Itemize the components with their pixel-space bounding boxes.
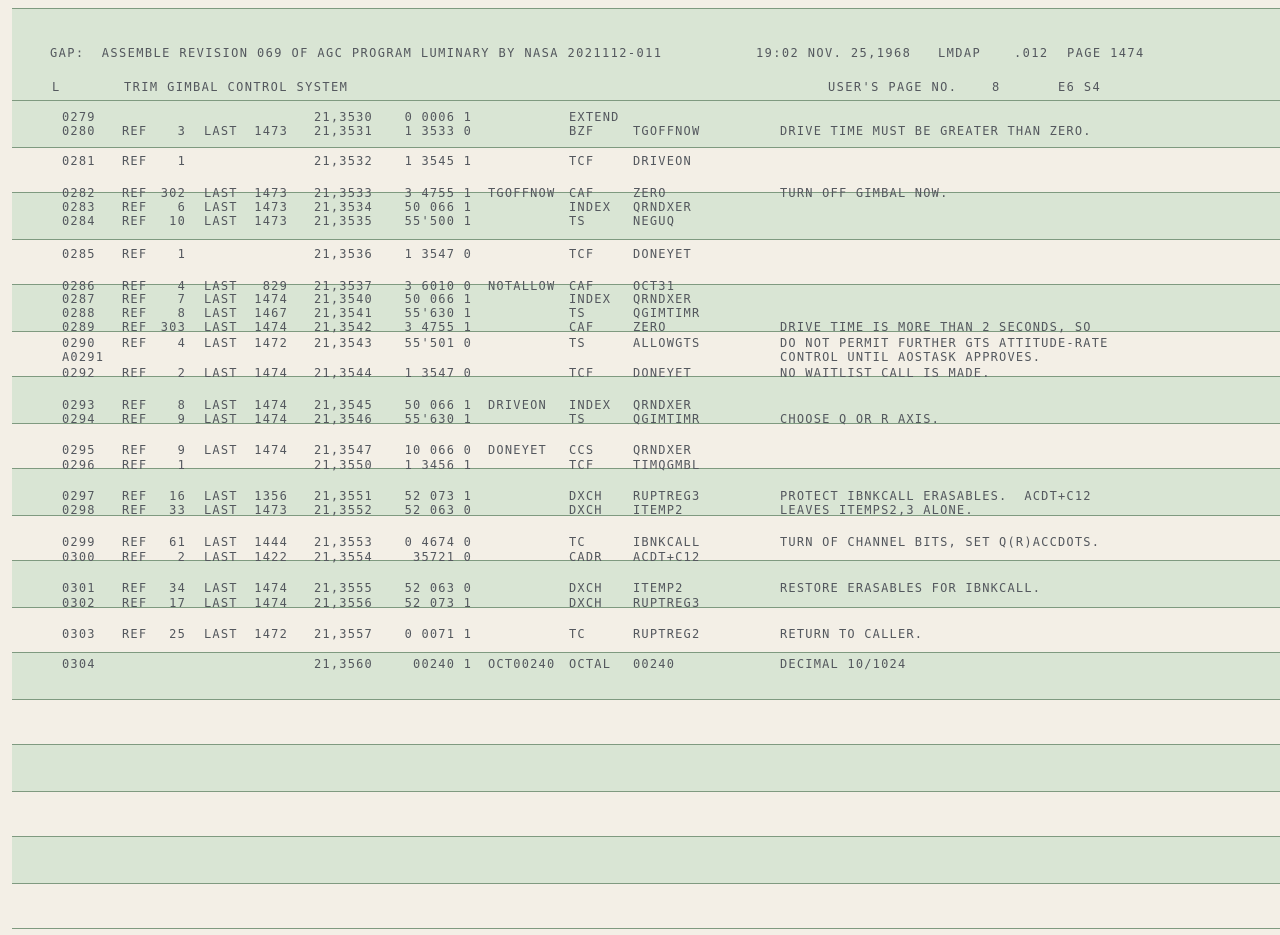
symbol-label: DONEYET	[488, 443, 547, 457]
ref-keyword: REF	[122, 292, 148, 306]
octal-word: 52 073 1	[404, 489, 472, 503]
operand: RUPTREG3	[633, 489, 701, 503]
ref-keyword: REF	[122, 186, 148, 200]
opcode: INDEX	[569, 200, 612, 214]
octal-word: 3 4755 1	[404, 320, 472, 334]
address: 21,3534	[314, 200, 373, 214]
line-number: 0298	[62, 503, 96, 517]
line-number: 0281	[62, 154, 96, 168]
last-page: 1473	[254, 503, 288, 517]
ref-count: 8	[177, 306, 186, 320]
last-page: 1474	[254, 398, 288, 412]
ref-count: 8	[177, 398, 186, 412]
address: 21,3546	[314, 412, 373, 426]
comment: RESTORE ERASABLES FOR IBNKCALL.	[780, 581, 1042, 595]
address: 21,3531	[314, 124, 373, 138]
paper-rule	[12, 928, 1280, 929]
operand: ZERO	[633, 186, 667, 200]
address: 21,3555	[314, 581, 373, 595]
line-number: 0294	[62, 412, 96, 426]
line-number: 0286	[62, 279, 96, 293]
ref-keyword: REF	[122, 398, 148, 412]
octal-word: 1 3533 0	[404, 124, 472, 138]
symbol-label: OCT00240	[488, 657, 556, 671]
opcode: TC	[569, 627, 586, 641]
last-keyword: LAST	[204, 124, 238, 138]
ref-count: 34	[169, 581, 186, 595]
line-number: 0299	[62, 535, 96, 549]
opcode: DXCH	[569, 581, 603, 595]
octal-word: 0 0071 1	[404, 627, 472, 641]
address: 21,3537	[314, 279, 373, 293]
last-page: 1472	[254, 336, 288, 350]
operand: ITEMP2	[633, 503, 684, 517]
operand: RUPTREG3	[633, 596, 701, 610]
operand: ALLOWGTS	[633, 336, 701, 350]
comment: DECIMAL 10/1024	[780, 657, 907, 671]
ref-count: 6	[177, 200, 186, 214]
opcode: CAF	[569, 279, 595, 293]
operand: ITEMP2	[633, 581, 684, 595]
line-number: 0293	[62, 398, 96, 412]
line-number: 0284	[62, 214, 96, 228]
octal-word: 50 066 1	[404, 398, 472, 412]
address: 21,3530	[314, 110, 373, 124]
ref-count: 2	[177, 366, 186, 380]
ref-count: 16	[169, 489, 186, 503]
ref-count: 303	[160, 320, 186, 334]
line-number: 0303	[62, 627, 96, 641]
last-page: 1422	[254, 550, 288, 564]
ref-count: 17	[169, 596, 186, 610]
octal-word: 55'501 0	[404, 336, 472, 350]
line-number: 0287	[62, 292, 96, 306]
octal-word: 52 063 0	[404, 503, 472, 517]
line-number: A0291	[62, 350, 105, 364]
users-page-number: 8	[992, 80, 1001, 94]
address: 21,3533	[314, 186, 373, 200]
opcode: TS	[569, 306, 586, 320]
last-keyword: LAST	[204, 503, 238, 517]
last-keyword: LAST	[204, 186, 238, 200]
last-keyword: LAST	[204, 535, 238, 549]
octal-word: 0 4674 0	[404, 535, 472, 549]
ref-keyword: REF	[122, 443, 148, 457]
opcode: TCF	[569, 247, 595, 261]
last-page: 1474	[254, 581, 288, 595]
operand: QGIMTIMR	[633, 412, 701, 426]
address: 21,3557	[314, 627, 373, 641]
operand: DONEYET	[633, 247, 692, 261]
listing-version: .012	[1014, 46, 1049, 60]
line-number: 0289	[62, 320, 96, 334]
last-page: 1473	[254, 200, 288, 214]
line-number: 0304	[62, 657, 96, 671]
listing-mode: LMDAP	[938, 46, 982, 60]
address: 21,3540	[314, 292, 373, 306]
operand: RUPTREG2	[633, 627, 701, 641]
paper-band	[12, 836, 1280, 884]
last-keyword: LAST	[204, 581, 238, 595]
ref-count: 9	[177, 443, 186, 457]
ref-count: 302	[160, 186, 186, 200]
last-keyword: LAST	[204, 489, 238, 503]
address: 21,3543	[314, 336, 373, 350]
ref-keyword: REF	[122, 336, 148, 350]
octal-word: 3 4755 1	[404, 186, 472, 200]
last-page: 829	[262, 279, 288, 293]
address: 21,3553	[314, 535, 373, 549]
octal-word: 52 063 0	[404, 581, 472, 595]
ref-count: 10	[169, 214, 186, 228]
octal-word: 1 3456 1	[404, 458, 472, 472]
operand: QRNDXER	[633, 443, 692, 457]
ref-keyword: REF	[122, 320, 148, 334]
ref-count: 7	[177, 292, 186, 306]
address: 21,3535	[314, 214, 373, 228]
octal-word: 50 066 1	[404, 292, 472, 306]
ref-count: 25	[169, 627, 186, 641]
address: 21,3554	[314, 550, 373, 564]
operand: 00240	[633, 657, 676, 671]
address: 21,3550	[314, 458, 373, 472]
ref-keyword: REF	[122, 214, 148, 228]
last-page: 1467	[254, 306, 288, 320]
line-number: 0290	[62, 336, 96, 350]
opcode: TCF	[569, 154, 595, 168]
symbol-label: TGOFFNOW	[488, 186, 556, 200]
comment: NO WAITLIST CALL IS MADE.	[780, 366, 991, 380]
operand: QRNDXER	[633, 292, 692, 306]
address: 21,3551	[314, 489, 373, 503]
last-keyword: LAST	[204, 398, 238, 412]
line-number: 0279	[62, 110, 96, 124]
ref-keyword: REF	[122, 489, 148, 503]
ref-keyword: REF	[122, 124, 148, 138]
last-keyword: LAST	[204, 596, 238, 610]
ref-keyword: REF	[122, 247, 148, 261]
opcode: CAF	[569, 186, 595, 200]
ref-keyword: REF	[122, 412, 148, 426]
octal-word: 3 6010 0	[404, 279, 472, 293]
opcode: DXCH	[569, 596, 603, 610]
octal-word: 1 3545 1	[404, 154, 472, 168]
comment: TURN OFF GIMBAL NOW.	[780, 186, 949, 200]
opcode: CAF	[569, 320, 595, 334]
opcode: CADR	[569, 550, 603, 564]
ref-keyword: REF	[122, 581, 148, 595]
last-page: 1474	[254, 320, 288, 334]
comment: LEAVES ITEMPS2,3 ALONE.	[780, 503, 974, 517]
last-keyword: LAST	[204, 214, 238, 228]
last-keyword: LAST	[204, 366, 238, 380]
paper-band	[12, 744, 1280, 792]
opcode: TCF	[569, 366, 595, 380]
ref-count: 4	[177, 279, 186, 293]
last-page: 1474	[254, 412, 288, 426]
address: 21,3542	[314, 320, 373, 334]
opcode: BZF	[569, 124, 595, 138]
ref-count: 1	[177, 154, 186, 168]
section-title: TRIM GIMBAL CONTROL SYSTEM	[124, 80, 349, 94]
octal-word: 0 0006 1	[404, 110, 472, 124]
comment: TURN OF CHANNEL BITS, SET Q(R)ACCDOTS.	[780, 535, 1101, 549]
ref-keyword: REF	[122, 306, 148, 320]
octal-word: 55'630 1	[404, 306, 472, 320]
last-keyword: LAST	[204, 200, 238, 214]
line-number: 0285	[62, 247, 96, 261]
comment: CONTROL UNTIL AOSTASK APPROVES.	[780, 350, 1042, 364]
ref-count: 1	[177, 458, 186, 472]
address: 21,3541	[314, 306, 373, 320]
operand: QGIMTIMR	[633, 306, 701, 320]
address: 21,3560	[314, 657, 373, 671]
line-number: 0302	[62, 596, 96, 610]
ref-keyword: REF	[122, 154, 148, 168]
ref-keyword: REF	[122, 279, 148, 293]
symbol-label: NOTALLOW	[488, 279, 556, 293]
last-page: 1473	[254, 186, 288, 200]
ref-keyword: REF	[122, 596, 148, 610]
operand: QRNDXER	[633, 200, 692, 214]
line-number: 0300	[62, 550, 96, 564]
comment: RETURN TO CALLER.	[780, 627, 924, 641]
ref-keyword: REF	[122, 503, 148, 517]
octal-word: 00240 1	[413, 657, 472, 671]
octal-word: 10 066 0	[404, 443, 472, 457]
ref-keyword: REF	[122, 366, 148, 380]
opcode: DXCH	[569, 503, 603, 517]
last-page: 1473	[254, 214, 288, 228]
listing-header: GAP: ASSEMBLE REVISION 069 OF AGC PROGRAM LUMINARY BY NASA 2021112-011	[50, 46, 663, 60]
address: 21,3544	[314, 366, 373, 380]
octal-word: 1 3547 0	[404, 366, 472, 380]
last-keyword: LAST	[204, 412, 238, 426]
octal-word: 55'500 1	[404, 214, 472, 228]
comment: DRIVE TIME IS MORE THAN 2 SECONDS, SO	[780, 320, 1092, 334]
last-page: 1444	[254, 535, 288, 549]
ref-keyword: REF	[122, 458, 148, 472]
last-keyword: LAST	[204, 550, 238, 564]
line-number: 0282	[62, 186, 96, 200]
operand: IBNKCALL	[633, 535, 701, 549]
ref-count: 9	[177, 412, 186, 426]
comment: DO NOT PERMIT FURTHER GTS ATTITUDE-RATE	[780, 336, 1109, 350]
opcode: TS	[569, 214, 586, 228]
last-keyword: LAST	[204, 292, 238, 306]
ref-count: 61	[169, 535, 186, 549]
ref-count: 3	[177, 124, 186, 138]
last-page: 1474	[254, 596, 288, 610]
last-keyword: LAST	[204, 627, 238, 641]
opcode: INDEX	[569, 292, 612, 306]
address: 21,3536	[314, 247, 373, 261]
address: 21,3552	[314, 503, 373, 517]
operand: DONEYET	[633, 366, 692, 380]
opcode: TS	[569, 412, 586, 426]
users-page-label: USER'S PAGE NO.	[828, 80, 958, 94]
opcode: TS	[569, 336, 586, 350]
opcode: TCF	[569, 458, 595, 472]
last-keyword: LAST	[204, 320, 238, 334]
line-number: 0283	[62, 200, 96, 214]
opcode: INDEX	[569, 398, 612, 412]
address: 21,3545	[314, 398, 373, 412]
last-keyword: LAST	[204, 336, 238, 350]
last-page: 1474	[254, 443, 288, 457]
opcode: EXTEND	[569, 110, 620, 124]
ref-keyword: REF	[122, 627, 148, 641]
operand: QRNDXER	[633, 398, 692, 412]
last-page: 1356	[254, 489, 288, 503]
address: 21,3547	[314, 443, 373, 457]
listing-date: 19:02 NOV. 25,1968	[756, 46, 912, 60]
comment: DRIVE TIME MUST BE GREATER THAN ZERO.	[780, 124, 1092, 138]
ref-keyword: REF	[122, 535, 148, 549]
ref-count: 2	[177, 550, 186, 564]
operand: ACDT+C12	[633, 550, 701, 564]
listing-page: PAGE 1474	[1067, 46, 1145, 60]
line-number: 0295	[62, 443, 96, 457]
operand: NEGUQ	[633, 214, 676, 228]
last-page: 1474	[254, 292, 288, 306]
opcode: TC	[569, 535, 586, 549]
line-number: 0296	[62, 458, 96, 472]
ref-count: 4	[177, 336, 186, 350]
ref-count: 1	[177, 247, 186, 261]
octal-word: 50 066 1	[404, 200, 472, 214]
ref-count: 33	[169, 503, 186, 517]
comment: CHOOSE Q OR R AXIS.	[780, 412, 941, 426]
address: 21,3556	[314, 596, 373, 610]
operand: TGOFFNOW	[633, 124, 701, 138]
octal-word: 1 3547 0	[404, 247, 472, 261]
last-page: 1472	[254, 627, 288, 641]
line-number: 0297	[62, 489, 96, 503]
ref-keyword: REF	[122, 200, 148, 214]
operand: TIMQGMBL	[633, 458, 701, 472]
operand: OCT31	[633, 279, 676, 293]
log-section-l: L	[52, 80, 61, 94]
octal-word: 52 073 1	[404, 596, 472, 610]
opcode: CCS	[569, 443, 595, 457]
last-keyword: LAST	[204, 306, 238, 320]
line-number: 0280	[62, 124, 96, 138]
line-number: 0288	[62, 306, 96, 320]
ref-keyword: REF	[122, 550, 148, 564]
line-number: 0301	[62, 581, 96, 595]
opcode: DXCH	[569, 489, 603, 503]
page-code: E6 S4	[1058, 80, 1102, 94]
last-keyword: LAST	[204, 279, 238, 293]
last-page: 1474	[254, 366, 288, 380]
symbol-label: DRIVEON	[488, 398, 547, 412]
last-page: 1473	[254, 124, 288, 138]
octal-word: 35721 0	[413, 550, 472, 564]
comment: PROTECT IBNKCALL ERASABLES. ACDT+C12	[780, 489, 1092, 503]
operand: DRIVEON	[633, 154, 692, 168]
last-keyword: LAST	[204, 443, 238, 457]
opcode: OCTAL	[569, 657, 612, 671]
octal-word: 55'630 1	[404, 412, 472, 426]
operand: ZERO	[633, 320, 667, 334]
address: 21,3532	[314, 154, 373, 168]
line-number: 0292	[62, 366, 96, 380]
